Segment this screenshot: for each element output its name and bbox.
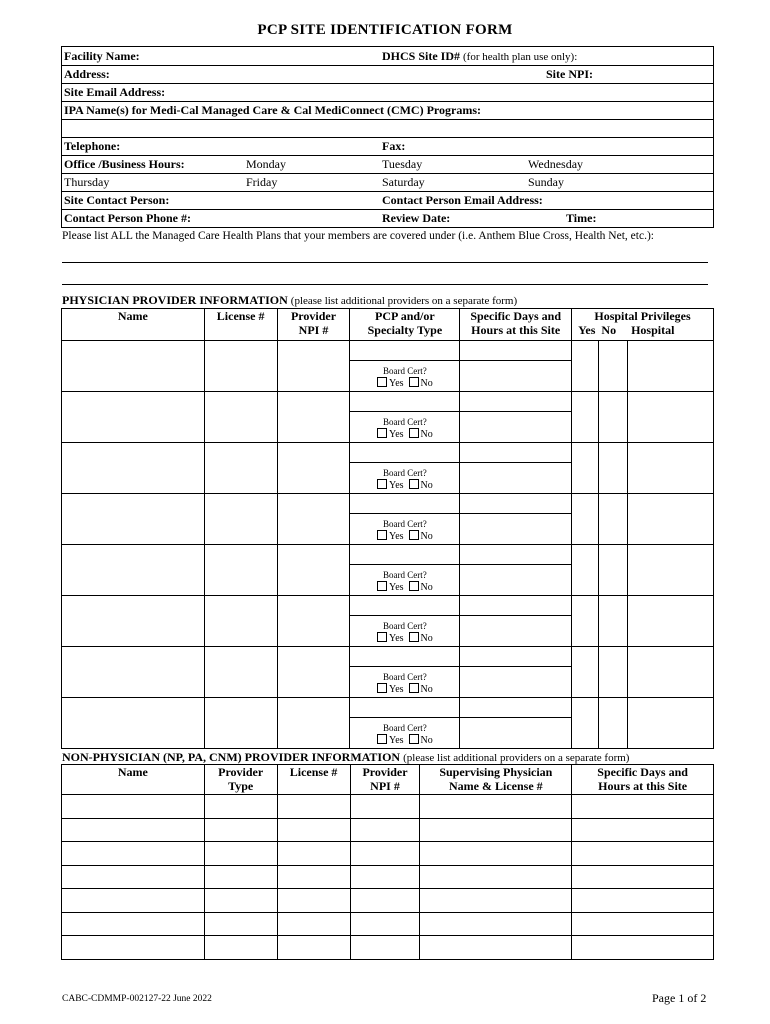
physician-row <box>62 545 714 596</box>
physician-npi-cell[interactable] <box>277 545 350 596</box>
site-npi-label: Site NPI: <box>546 67 593 81</box>
np-days-hours-cell[interactable] <box>572 936 714 960</box>
np-name-cell[interactable] <box>62 818 205 842</box>
nonphysician-row <box>62 912 714 936</box>
board-cert-yes-checkbox[interactable] <box>377 428 387 438</box>
board-cert-no-label: No <box>420 480 433 491</box>
physician-row <box>62 341 714 392</box>
hospital-name-cell[interactable] <box>628 392 714 443</box>
friday-label: Friday <box>246 175 278 189</box>
np-supervising-cell[interactable] <box>420 795 572 819</box>
board-cert-yes-label: Yes <box>388 531 404 542</box>
np-npi-cell[interactable] <box>350 795 420 819</box>
nonphysician-row <box>62 795 714 819</box>
col-header-days-hours: Specific Days and Hours at this Site <box>460 309 572 341</box>
health-plans-line-1[interactable] <box>62 262 708 263</box>
np-col-header-days-hours: Specific Days and Hours at this Site <box>572 765 714 795</box>
board-cert-label: Board Cert? <box>383 468 427 478</box>
physician-license-cell[interactable] <box>204 698 277 749</box>
hospital-name-cell[interactable] <box>628 494 714 545</box>
physician-row <box>62 596 714 647</box>
board-cert-yes-label: Yes <box>388 735 404 746</box>
physician-specialty-cell <box>350 698 460 749</box>
thursday-label: Thursday <box>64 175 110 189</box>
np-type-cell[interactable] <box>204 795 277 819</box>
hospital-name-cell[interactable] <box>628 341 714 392</box>
physician-npi-cell[interactable] <box>277 596 350 647</box>
days-hours-field[interactable] <box>460 341 571 361</box>
site-info-table <box>61 46 714 228</box>
hospital-no-cell[interactable] <box>599 647 628 698</box>
np-type-cell[interactable] <box>204 912 277 936</box>
np-npi-cell[interactable] <box>350 818 420 842</box>
board-cert-group <box>350 718 459 747</box>
contact-phone-label: Contact Person Phone #: <box>64 211 191 225</box>
physician-specialty-cell <box>350 494 460 545</box>
np-days-hours-cell[interactable] <box>572 842 714 866</box>
board-cert-label: Board Cert? <box>383 570 427 580</box>
np-license-cell[interactable] <box>277 912 350 936</box>
board-cert-no-checkbox[interactable] <box>409 530 419 540</box>
days-hours-field[interactable] <box>460 392 571 412</box>
address-label: Address: <box>64 67 110 81</box>
physician-days-hours-cell <box>460 698 572 749</box>
office-hours-label: Office /Business Hours: <box>64 157 185 171</box>
telephone-label: Telephone: <box>64 139 121 153</box>
physician-specialty-cell <box>350 392 460 443</box>
board-cert-label: Board Cert? <box>383 672 427 682</box>
np-npi-cell[interactable] <box>350 936 420 960</box>
hospital-name-cell[interactable] <box>628 443 714 494</box>
board-cert-label: Board Cert? <box>383 723 427 733</box>
physician-row <box>62 443 714 494</box>
np-supervising-cell[interactable] <box>420 818 572 842</box>
hospital-name-cell[interactable] <box>628 545 714 596</box>
np-type-cell[interactable] <box>204 842 277 866</box>
physician-days-hours-cell <box>460 341 572 392</box>
np-npi-cell[interactable] <box>350 912 420 936</box>
nonphysician-row <box>62 842 714 866</box>
np-days-hours-cell[interactable] <box>572 865 714 889</box>
np-name-cell[interactable] <box>62 912 205 936</box>
nonphysician-table <box>61 764 714 960</box>
np-col-header-supervising: Supervising Physician Name & License # <box>420 765 572 795</box>
np-supervising-cell[interactable] <box>420 865 572 889</box>
physician-days-hours-cell <box>460 596 572 647</box>
days-hours-field[interactable] <box>460 647 571 667</box>
review-date-label: Review Date: <box>382 211 451 225</box>
np-days-hours-cell[interactable] <box>572 818 714 842</box>
np-col-header-npi: Provider NPI # <box>350 765 420 795</box>
np-license-cell[interactable] <box>277 936 350 960</box>
board-cert-no-checkbox[interactable] <box>409 632 419 642</box>
monday-label: Monday <box>246 157 286 171</box>
specialty-type-field[interactable] <box>350 596 459 616</box>
health-plans-line-2[interactable] <box>62 284 708 285</box>
np-npi-cell[interactable] <box>350 842 420 866</box>
col-header-license: License # <box>204 309 277 341</box>
physician-specialty-cell <box>350 545 460 596</box>
physician-license-cell[interactable] <box>204 341 277 392</box>
physician-license-cell[interactable] <box>204 545 277 596</box>
physician-license-cell[interactable] <box>204 647 277 698</box>
np-name-cell[interactable] <box>62 889 205 913</box>
specialty-type-field[interactable] <box>350 494 459 514</box>
physician-days-hours-cell <box>460 647 572 698</box>
hospital-yes-cell[interactable] <box>572 392 599 443</box>
board-cert-group <box>350 361 459 390</box>
physician-specialty-cell <box>350 647 460 698</box>
hospital-no-cell[interactable] <box>599 341 628 392</box>
hospital-yes-cell[interactable] <box>572 341 599 392</box>
board-cert-group <box>350 514 459 543</box>
days-hours-field[interactable] <box>460 596 571 616</box>
board-cert-no-checkbox[interactable] <box>409 581 419 591</box>
physician-name-cell[interactable] <box>62 647 205 698</box>
np-type-cell[interactable] <box>204 936 277 960</box>
board-cert-no-label: No <box>420 633 433 644</box>
specialty-type-field[interactable] <box>350 392 459 412</box>
board-cert-no-checkbox[interactable] <box>409 377 419 387</box>
physician-table <box>61 308 714 749</box>
dhcs-site-id-label: DHCS Site ID# (for health plan use only): <box>382 48 578 63</box>
board-cert-group <box>350 412 459 441</box>
np-npi-cell[interactable] <box>350 889 420 913</box>
site-email-label: Site Email Address: <box>64 85 166 99</box>
specialty-type-field[interactable] <box>350 698 459 718</box>
time-label: Time: <box>566 211 597 225</box>
board-cert-group <box>350 565 459 594</box>
board-cert-yes-checkbox[interactable] <box>377 479 387 489</box>
wednesday-label: Wednesday <box>528 157 584 171</box>
board-cert-no-label: No <box>420 684 433 695</box>
specialty-type-field[interactable] <box>350 647 459 667</box>
board-cert-no-checkbox[interactable] <box>409 734 419 744</box>
board-cert-group <box>350 667 459 696</box>
physician-specialty-cell <box>350 341 460 392</box>
physician-days-hours-cell <box>460 494 572 545</box>
hospital-name-cell[interactable] <box>628 698 714 749</box>
board-cert-label: Board Cert? <box>383 417 427 427</box>
np-license-cell[interactable] <box>277 865 350 889</box>
physician-name-cell[interactable] <box>62 443 205 494</box>
physician-name-cell[interactable] <box>62 494 205 545</box>
hospital-yes-cell[interactable] <box>572 698 599 749</box>
physician-name-cell[interactable] <box>62 341 205 392</box>
sunday-label: Sunday <box>528 175 564 189</box>
board-cert-group <box>350 616 459 645</box>
col-header-pcp-specialty: PCP and/or Specialty Type <box>350 309 460 341</box>
physician-license-cell[interactable] <box>204 443 277 494</box>
physician-license-cell[interactable] <box>204 494 277 545</box>
physician-section-heading: PHYSICIAN PROVIDER INFORMATION (please list additional providers on a separate form) <box>62 293 518 307</box>
facility-name-label: Facility Name: <box>64 48 140 63</box>
np-type-cell[interactable] <box>204 818 277 842</box>
board-cert-yes-checkbox[interactable] <box>377 377 387 387</box>
np-name-cell[interactable] <box>62 842 205 866</box>
board-cert-yes-checkbox[interactable] <box>377 683 387 693</box>
np-supervising-cell[interactable] <box>420 936 572 960</box>
board-cert-no-label: No <box>420 378 433 389</box>
np-col-header-name: Name <box>62 765 205 795</box>
form-title: PCP SITE IDENTIFICATION FORM <box>257 22 513 38</box>
days-hours-field[interactable] <box>460 443 571 463</box>
ipa-names-label: IPA Name(s) for Medi-Cal Managed Care & Cal MediConnect (CMC) Programs: <box>64 103 482 117</box>
nonphysician-section-heading: NON-PHYSICIAN (NP, PA, CNM) PROVIDER INFORMATION (please list additional providers on a separate form) <box>62 750 630 764</box>
physician-name-cell[interactable] <box>62 545 205 596</box>
col-header-hospital-privileges: Hospital Privileges Yes No Hospital <box>572 309 714 341</box>
days-hours-field[interactable] <box>460 545 571 565</box>
physician-days-hours-cell <box>460 443 572 494</box>
physician-npi-cell[interactable] <box>277 392 350 443</box>
physician-row <box>62 494 714 545</box>
physician-npi-cell[interactable] <box>277 647 350 698</box>
days-hours-field[interactable] <box>460 698 571 718</box>
np-license-cell[interactable] <box>277 795 350 819</box>
np-days-hours-cell[interactable] <box>572 889 714 913</box>
np-col-header-type: Provider Type <box>204 765 277 795</box>
board-cert-yes-label: Yes <box>388 582 404 593</box>
hospital-yes-cell[interactable] <box>572 647 599 698</box>
board-cert-no-checkbox[interactable] <box>409 479 419 489</box>
hospital-yes-cell[interactable] <box>572 596 599 647</box>
np-name-cell[interactable] <box>62 795 205 819</box>
hospital-no-cell[interactable] <box>599 494 628 545</box>
board-cert-yes-label: Yes <box>388 378 404 389</box>
np-col-header-license: License # <box>277 765 350 795</box>
board-cert-yes-label: Yes <box>388 480 404 491</box>
fax-label: Fax: <box>382 139 406 153</box>
hospital-no-cell[interactable] <box>599 443 628 494</box>
hospital-no-cell[interactable] <box>599 392 628 443</box>
np-days-hours-cell[interactable] <box>572 795 714 819</box>
days-hours-field[interactable] <box>460 494 571 514</box>
physician-name-cell[interactable] <box>62 698 205 749</box>
board-cert-no-label: No <box>420 429 433 440</box>
physician-npi-cell[interactable] <box>277 341 350 392</box>
board-cert-yes-checkbox[interactable] <box>377 734 387 744</box>
physician-npi-cell[interactable] <box>277 698 350 749</box>
board-cert-yes-checkbox[interactable] <box>377 632 387 642</box>
np-supervising-cell[interactable] <box>420 842 572 866</box>
board-cert-yes-label: Yes <box>388 633 404 644</box>
board-cert-label: Board Cert? <box>383 519 427 529</box>
hospital-name-cell[interactable] <box>628 596 714 647</box>
physician-npi-cell[interactable] <box>277 443 350 494</box>
np-type-cell[interactable] <box>204 865 277 889</box>
hospital-yes-cell[interactable] <box>572 545 599 596</box>
physician-row <box>62 698 714 749</box>
board-cert-no-label: No <box>420 735 433 746</box>
col-header-name: Name <box>62 309 205 341</box>
np-license-cell[interactable] <box>277 842 350 866</box>
page-number: Page 1 of 2 <box>652 991 707 1005</box>
board-cert-yes-label: Yes <box>388 429 404 440</box>
board-cert-no-label: No <box>420 582 433 593</box>
physician-license-cell[interactable] <box>204 392 277 443</box>
hospital-yes-cell[interactable] <box>572 494 599 545</box>
board-cert-yes-checkbox[interactable] <box>377 581 387 591</box>
saturday-label: Saturday <box>382 175 425 189</box>
physician-name-cell[interactable] <box>62 392 205 443</box>
specialty-type-field[interactable] <box>350 545 459 565</box>
hospital-name-cell[interactable] <box>628 647 714 698</box>
nonphysician-row <box>62 818 714 842</box>
np-license-cell[interactable] <box>277 818 350 842</box>
np-name-cell[interactable] <box>62 936 205 960</box>
physician-days-hours-cell <box>460 545 572 596</box>
contact-email-label: Contact Person Email Address: <box>382 193 543 207</box>
board-cert-yes-label: Yes <box>388 684 404 695</box>
col-header-npi: Provider NPI # <box>277 309 350 341</box>
np-npi-cell[interactable] <box>350 865 420 889</box>
board-cert-no-label: No <box>420 531 433 542</box>
board-cert-no-checkbox[interactable] <box>409 683 419 693</box>
physician-row <box>62 647 714 698</box>
tuesday-label: Tuesday <box>382 157 423 171</box>
health-plans-prompt: Please list ALL the Managed Care Health Plans that your members are covered under (i.e. Anthem Blue Cross, Health Net, etc.): <box>62 230 654 242</box>
hospital-yes-cell[interactable] <box>572 443 599 494</box>
np-name-cell[interactable] <box>62 865 205 889</box>
np-days-hours-cell[interactable] <box>572 912 714 936</box>
np-type-cell[interactable] <box>204 889 277 913</box>
site-contact-label: Site Contact Person: <box>64 193 170 207</box>
np-license-cell[interactable] <box>277 889 350 913</box>
np-supervising-cell[interactable] <box>420 912 572 936</box>
nonphysician-row <box>62 936 714 960</box>
board-cert-label: Board Cert? <box>383 621 427 631</box>
physician-npi-cell[interactable] <box>277 494 350 545</box>
np-supervising-cell[interactable] <box>420 889 572 913</box>
hospital-no-cell[interactable] <box>599 545 628 596</box>
board-cert-no-checkbox[interactable] <box>409 428 419 438</box>
form-code: CABC-CDMMP-002127-22 June 2022 <box>62 994 212 1004</box>
physician-days-hours-cell <box>460 392 572 443</box>
specialty-type-field[interactable] <box>350 341 459 361</box>
board-cert-group <box>350 463 459 492</box>
board-cert-label: Board Cert? <box>383 366 427 376</box>
nonphysician-row <box>62 865 714 889</box>
physician-name-cell[interactable] <box>62 596 205 647</box>
nonphysician-row <box>62 889 714 913</box>
physician-specialty-cell <box>350 596 460 647</box>
hospital-no-cell[interactable] <box>599 698 628 749</box>
physician-row <box>62 392 714 443</box>
hospital-no-cell[interactable] <box>599 596 628 647</box>
physician-specialty-cell <box>350 443 460 494</box>
ipa-names-field[interactable] <box>62 120 714 138</box>
physician-license-cell[interactable] <box>204 596 277 647</box>
board-cert-yes-checkbox[interactable] <box>377 530 387 540</box>
specialty-type-field[interactable] <box>350 443 459 463</box>
